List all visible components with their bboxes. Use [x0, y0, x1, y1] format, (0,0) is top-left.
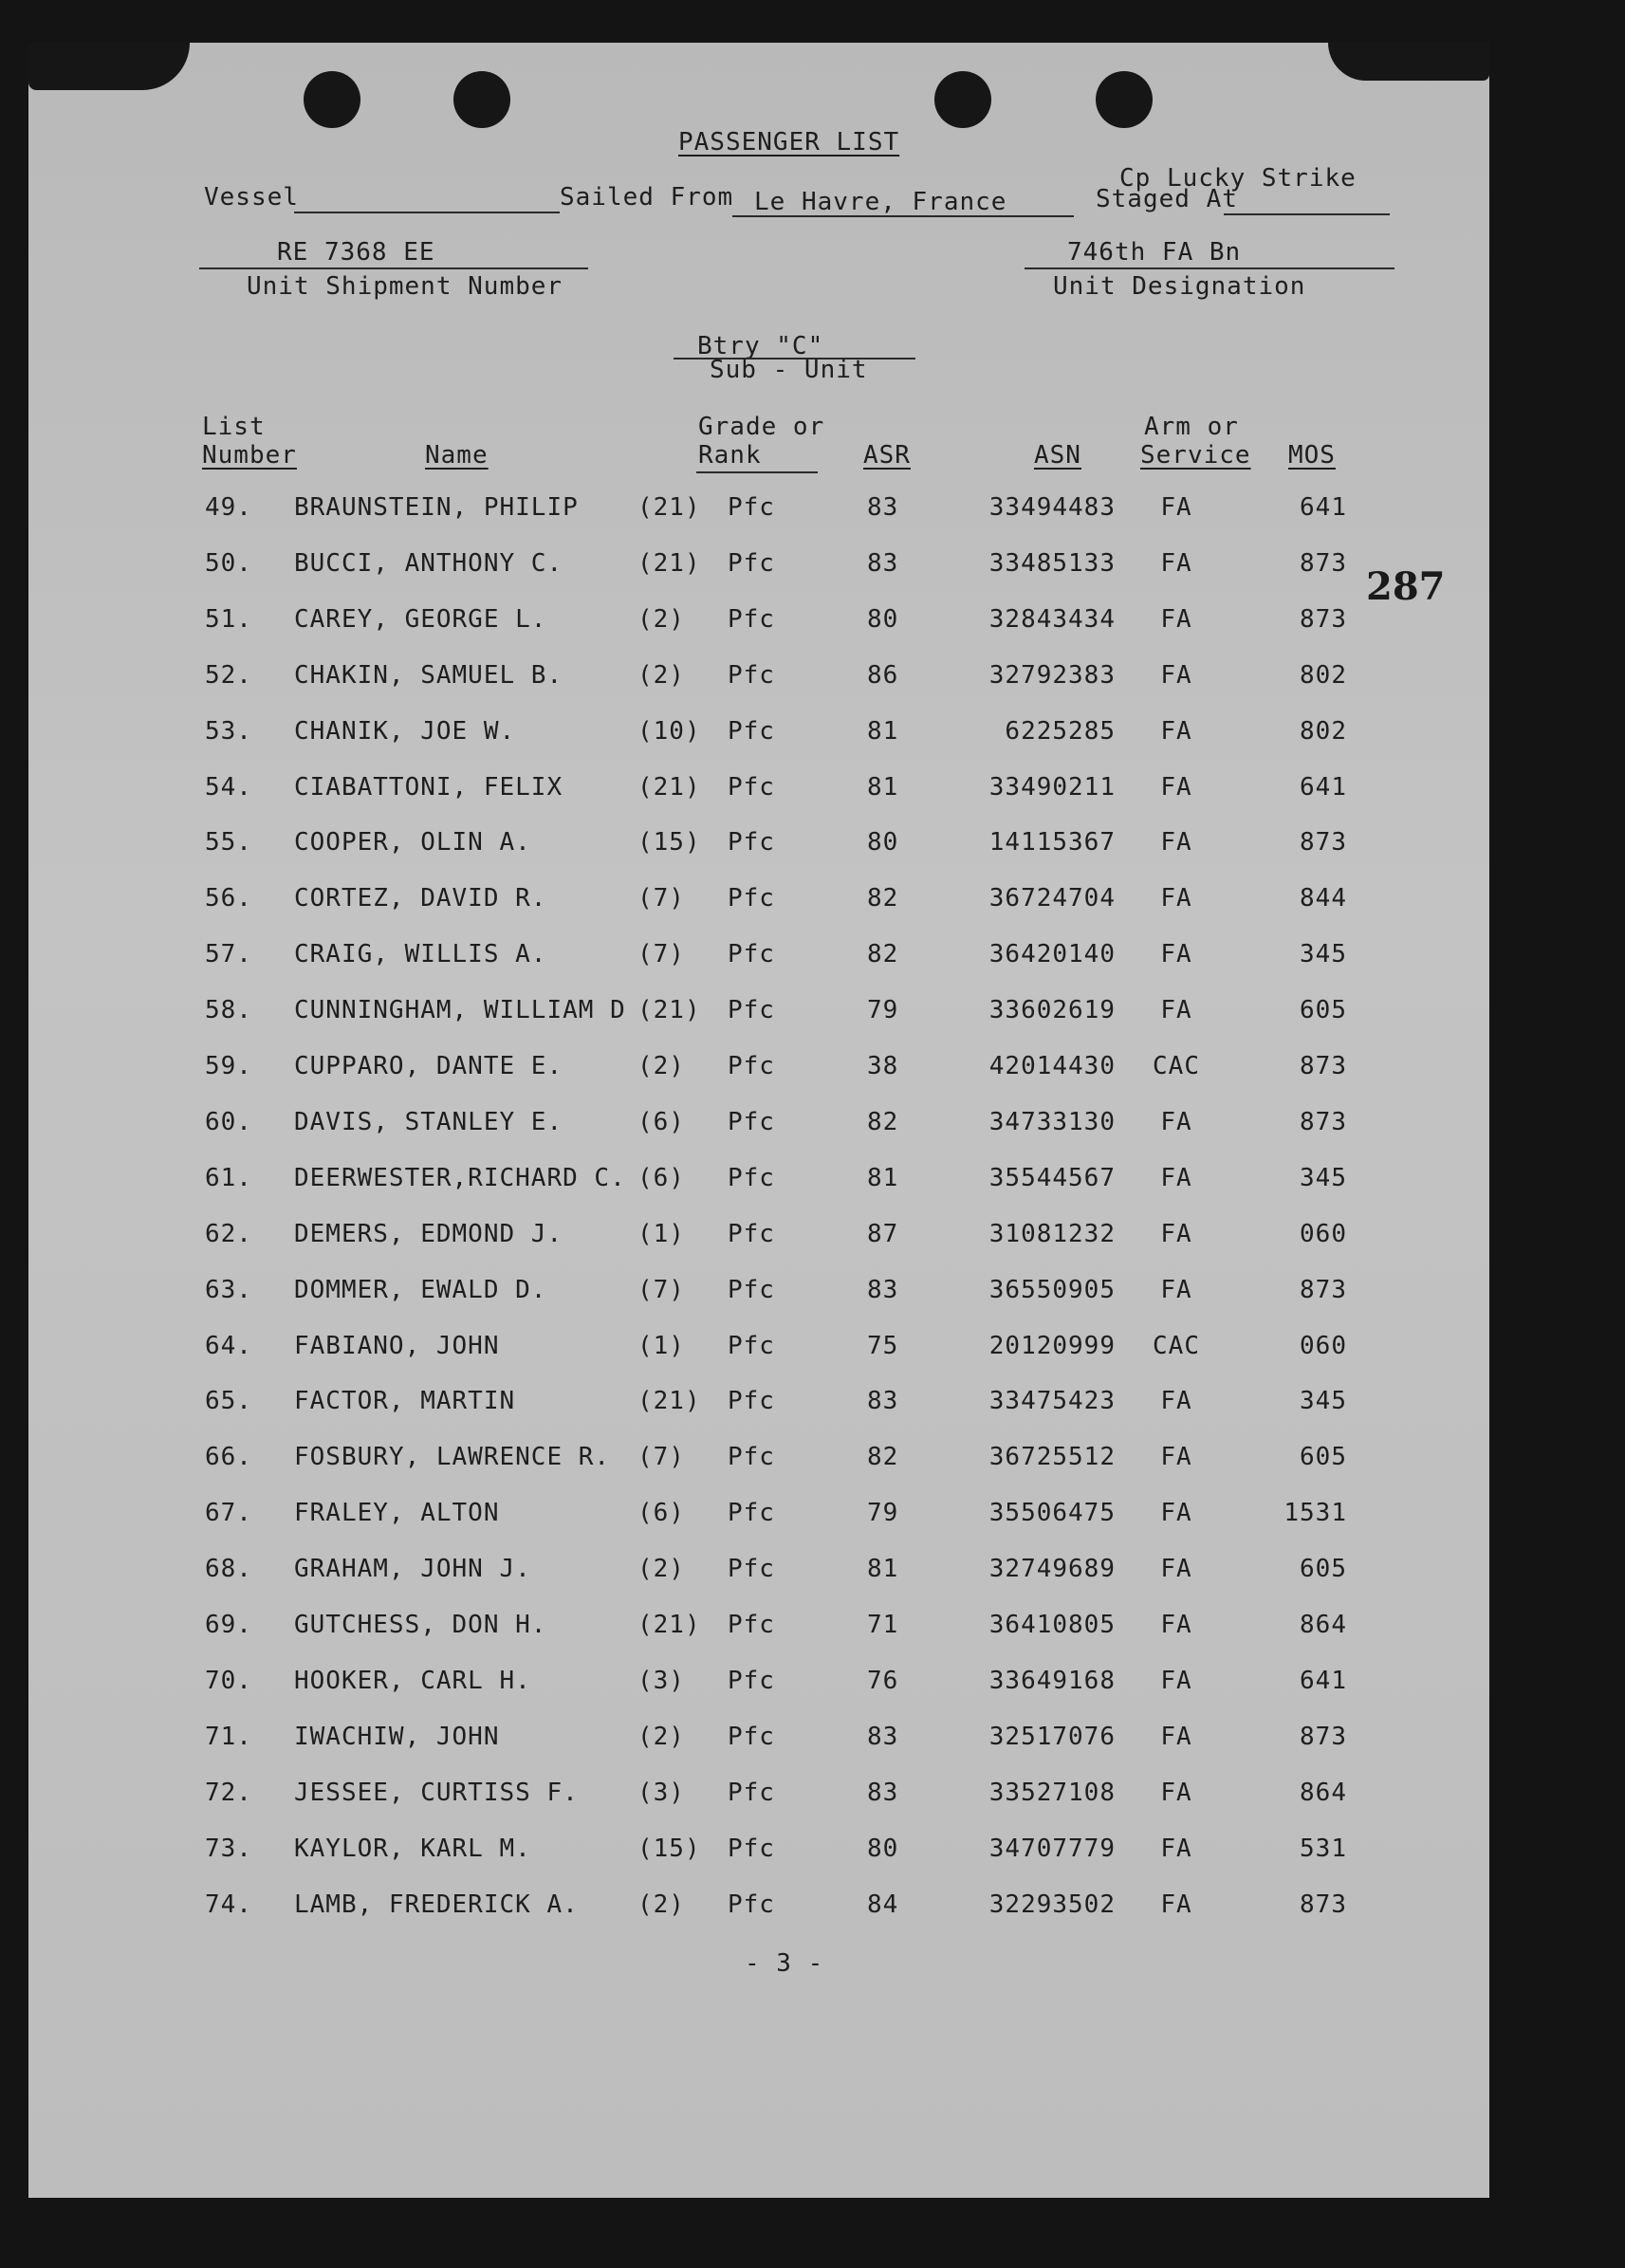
cell-mos: 802 [1300, 716, 1347, 746]
cell-asn: 31081232 [988, 1219, 1116, 1248]
cell-asr: 82 [867, 1443, 899, 1472]
cell-name: COOPER, OLIN A. [294, 828, 531, 857]
cell-asn: 42014430 [988, 1052, 1116, 1080]
cell-arm: FA [1160, 1443, 1192, 1472]
cell-num: 52. [205, 660, 252, 690]
cell-asr: 82 [867, 940, 899, 969]
table-row [28, 1443, 1489, 1481]
sailed-from-label: Sailed From [560, 183, 734, 212]
cell-rank: Pfc [728, 1666, 775, 1695]
cell-num: 67. [205, 1499, 252, 1528]
cell-arm: FA [1160, 1387, 1192, 1416]
cell-asr: 71 [867, 1611, 899, 1639]
table-row [28, 884, 1489, 922]
table-row [28, 773, 1489, 811]
cell-name: CHANIK, JOE W. [294, 716, 516, 746]
cell-arm: FA [1160, 1219, 1192, 1248]
cell-num: 51. [205, 604, 252, 634]
cell-grade: (21) [637, 772, 701, 802]
cell-arm: FA [1160, 996, 1192, 1025]
cell-mos: 345 [1300, 940, 1347, 969]
cell-name: DEERWESTER,RICHARD C. [294, 1163, 626, 1192]
cell-rank: Pfc [728, 1834, 775, 1863]
cell-grade: (2) [637, 1890, 685, 1919]
cell-arm: FA [1160, 884, 1192, 913]
cell-rank: Pfc [728, 1499, 775, 1528]
cell-mos: 873 [1300, 1107, 1347, 1136]
cell-arm: FA [1160, 548, 1192, 578]
header-arm-line2: Service [1140, 441, 1251, 470]
cell-asr: 81 [867, 1555, 899, 1584]
table-row [28, 493, 1489, 531]
cell-asn: 36725512 [988, 1443, 1116, 1472]
cell-asr: 81 [867, 716, 899, 746]
cell-asr: 86 [867, 660, 899, 690]
cell-num: 56. [205, 884, 252, 913]
table-row [28, 1611, 1489, 1649]
cell-rank: Pfc [728, 1611, 775, 1639]
cell-num: 54. [205, 772, 252, 802]
cell-name: CHAKIN, SAMUEL B. [294, 660, 563, 690]
punch-hole [934, 71, 991, 128]
staged-at-rule [1224, 213, 1390, 215]
cell-arm: FA [1160, 660, 1192, 690]
cell-num: 70. [205, 1666, 252, 1695]
cell-mos: 605 [1300, 996, 1347, 1025]
cell-asr: 76 [867, 1666, 899, 1695]
cell-mos: 641 [1300, 1666, 1347, 1695]
cell-asn: 35544567 [988, 1163, 1116, 1192]
cell-rank: Pfc [728, 604, 775, 634]
cell-asn: 33475423 [988, 1387, 1116, 1416]
table-row [28, 1387, 1489, 1425]
header-asn: ASN [1034, 441, 1081, 470]
cell-mos: 864 [1300, 1778, 1347, 1807]
cell-rank: Pfc [728, 996, 775, 1025]
cell-mos: 060 [1300, 1331, 1347, 1360]
cell-name: BUCCI, ANTHONY C. [294, 548, 563, 578]
cell-name: CORTEZ, DAVID R. [294, 884, 547, 913]
header-mos: MOS [1288, 441, 1336, 470]
cell-asr: 80 [867, 1834, 899, 1863]
cell-asn: 32517076 [988, 1722, 1116, 1751]
cell-name: CUNNINGHAM, WILLIAM D [294, 996, 626, 1025]
cell-rank: Pfc [728, 828, 775, 857]
cell-grade: (21) [637, 493, 701, 522]
sub-unit-label: Sub - Unit [710, 356, 868, 384]
table-row [28, 1052, 1489, 1090]
cell-asn: 33494483 [988, 493, 1116, 522]
cell-num: 72. [205, 1778, 252, 1807]
cell-rank: Pfc [728, 493, 775, 522]
table-row [28, 605, 1489, 643]
cell-rank: Pfc [728, 1219, 775, 1248]
cell-rank: Pfc [728, 1275, 775, 1304]
cell-num: 62. [205, 1219, 252, 1248]
table-row [28, 1276, 1489, 1314]
cell-name: KAYLOR, KARL M. [294, 1834, 531, 1863]
cell-asn: 36550905 [988, 1275, 1116, 1304]
unit-shipment-label: Unit Shipment Number [247, 272, 563, 301]
cell-arm: CAC [1153, 1331, 1200, 1360]
cell-arm: FA [1160, 828, 1192, 857]
cell-asn: 34733130 [988, 1107, 1116, 1136]
cell-name: CRAIG, WILLIS A. [294, 940, 547, 969]
cell-name: BRAUNSTEIN, PHILIP [294, 493, 579, 522]
table-row [28, 661, 1489, 699]
cell-asr: 75 [867, 1331, 899, 1360]
header-grade-line1: Grade or [698, 413, 825, 441]
cell-asr: 82 [867, 1107, 899, 1136]
cell-num: 53. [205, 716, 252, 746]
header-list-number-line2: Number [202, 441, 297, 470]
punch-hole [1096, 71, 1153, 128]
cell-rank: Pfc [728, 1555, 775, 1584]
cell-mos: 345 [1300, 1387, 1347, 1416]
cell-asn: 33527108 [988, 1778, 1116, 1807]
cell-rank: Pfc [728, 660, 775, 690]
cell-arm: FA [1160, 1778, 1192, 1807]
sailed-from-value: Le Havre, France [754, 188, 1007, 216]
cell-grade: (6) [637, 1499, 685, 1528]
cell-name: LAMB, FREDERICK A. [294, 1890, 579, 1919]
cell-grade: (21) [637, 1611, 701, 1639]
cell-asn: 20120999 [988, 1331, 1116, 1360]
cell-grade: (7) [637, 884, 685, 913]
cell-rank: Pfc [728, 1107, 775, 1136]
cell-grade: (7) [637, 940, 685, 969]
table-row [28, 1499, 1489, 1537]
cell-name: IWACHIW, JOHN [294, 1722, 500, 1751]
cell-asn: 32792383 [988, 660, 1116, 690]
cell-grade: (7) [637, 1443, 685, 1472]
cell-num: 66. [205, 1443, 252, 1472]
cell-grade: (21) [637, 1387, 701, 1416]
staged-at-label: Staged At [1096, 185, 1238, 213]
cell-grade: (3) [637, 1778, 685, 1807]
cell-asr: 83 [867, 1387, 899, 1416]
cell-arm: FA [1160, 716, 1192, 746]
cell-asn: 35506475 [988, 1499, 1116, 1528]
table-row [28, 1723, 1489, 1761]
unit-designation-rule [1025, 267, 1394, 269]
cell-mos: 873 [1300, 604, 1347, 634]
cell-arm: FA [1160, 1163, 1192, 1192]
cell-asr: 81 [867, 772, 899, 802]
table-row [28, 1835, 1489, 1872]
cell-name: FACTOR, MARTIN [294, 1387, 516, 1416]
cell-grade: (6) [637, 1107, 685, 1136]
cell-arm: FA [1160, 1722, 1192, 1751]
cell-arm: FA [1160, 1107, 1192, 1136]
cell-asr: 79 [867, 996, 899, 1025]
table-row [28, 1108, 1489, 1146]
cell-name: DEMERS, EDMOND J. [294, 1219, 563, 1248]
cell-mos: 873 [1300, 1052, 1347, 1080]
table-row [28, 1220, 1489, 1258]
cell-arm: FA [1160, 493, 1192, 522]
cell-asn: 6225285 [1005, 716, 1116, 746]
cell-arm: FA [1160, 1499, 1192, 1528]
cell-num: 60. [205, 1107, 252, 1136]
document-sheet [28, 43, 1489, 2198]
cell-grade: (6) [637, 1163, 685, 1192]
cell-rank: Pfc [728, 716, 775, 746]
cell-asn: 33649168 [988, 1666, 1116, 1695]
cell-num: 71. [205, 1722, 252, 1751]
punch-hole [304, 71, 360, 128]
cell-num: 64. [205, 1331, 252, 1360]
cell-num: 74. [205, 1890, 252, 1919]
table-row [28, 940, 1489, 978]
cell-asr: 83 [867, 1275, 899, 1304]
cell-rank: Pfc [728, 1331, 775, 1360]
cell-name: DAVIS, STANLEY E. [294, 1107, 563, 1136]
table-row [28, 717, 1489, 755]
table-row [28, 1555, 1489, 1593]
cell-asr: 79 [867, 1499, 899, 1528]
cell-asn: 33490211 [988, 772, 1116, 802]
cell-num: 68. [205, 1555, 252, 1584]
cell-arm: FA [1160, 940, 1192, 969]
cell-mos: 873 [1300, 1722, 1347, 1751]
cell-arm: FA [1160, 1834, 1192, 1863]
cell-grade: (2) [637, 1555, 685, 1584]
cell-mos: 605 [1300, 1555, 1347, 1584]
cell-asr: 80 [867, 828, 899, 857]
cell-asn: 33602619 [988, 996, 1116, 1025]
cell-arm: FA [1160, 1890, 1192, 1919]
vessel-label: Vessel [204, 183, 299, 212]
cell-asr: 81 [867, 1163, 899, 1192]
cell-num: 49. [205, 493, 252, 522]
header-list-number-line1: List [202, 413, 266, 441]
cell-mos: 844 [1300, 884, 1347, 913]
cell-name: CAREY, GEORGE L. [294, 604, 547, 634]
cell-rank: Pfc [728, 1443, 775, 1472]
cell-name: FABIANO, JOHN [294, 1331, 500, 1360]
table-row [28, 549, 1489, 587]
cell-arm: FA [1160, 1275, 1192, 1304]
cell-mos: 873 [1300, 1275, 1347, 1304]
cell-arm: FA [1160, 1611, 1192, 1639]
cell-mos: 802 [1300, 660, 1347, 690]
cell-grade: (15) [637, 1834, 701, 1863]
table-row [28, 1332, 1489, 1370]
cell-rank: Pfc [728, 1387, 775, 1416]
cell-grade: (21) [637, 548, 701, 578]
header-arm [1140, 413, 1251, 470]
header-arm-line1: Arm or [1144, 413, 1239, 441]
cell-asr: 80 [867, 604, 899, 634]
cell-rank: Pfc [728, 548, 775, 578]
header-grade-line2: Rank [698, 441, 762, 470]
table-row [28, 1779, 1489, 1816]
cell-arm: CAC [1153, 1052, 1200, 1080]
header-asr: ASR [863, 441, 911, 470]
cell-grade: (2) [637, 1052, 685, 1080]
cell-arm: FA [1160, 1555, 1192, 1584]
cell-num: 63. [205, 1275, 252, 1304]
unit-designation-label: Unit Designation [1053, 272, 1306, 301]
vessel-rule [294, 212, 560, 213]
cell-grade: (10) [637, 716, 701, 746]
cell-arm: FA [1160, 604, 1192, 634]
table-row [28, 1667, 1489, 1705]
cell-asn: 33485133 [988, 548, 1116, 578]
cell-asr: 83 [867, 548, 899, 578]
stamp-number: 287 [1366, 564, 1446, 609]
cell-asr: 87 [867, 1219, 899, 1248]
cell-asr: 82 [867, 884, 899, 913]
punch-hole [453, 71, 510, 128]
torn-edge [28, 43, 190, 90]
cell-rank: Pfc [728, 1890, 775, 1919]
cell-rank: Pfc [728, 772, 775, 802]
cell-mos: 864 [1300, 1611, 1347, 1639]
cell-name: CUPPARO, DANTE E. [294, 1052, 563, 1080]
cell-rank: Pfc [728, 1052, 775, 1080]
cell-num: 69. [205, 1611, 252, 1639]
page-number: - 3 - [745, 1949, 824, 1978]
cell-mos: 641 [1300, 772, 1347, 802]
cell-grade: (3) [637, 1666, 685, 1695]
cell-num: 61. [205, 1163, 252, 1192]
header-list-number [202, 413, 297, 470]
cell-grade: (1) [637, 1219, 685, 1248]
header-grade [698, 413, 824, 470]
cell-name: FRALEY, ALTON [294, 1499, 500, 1528]
cell-name: JESSEE, CURTISS F. [294, 1778, 579, 1807]
cell-num: 50. [205, 548, 252, 578]
cell-asn: 32293502 [988, 1890, 1116, 1919]
cell-name: HOOKER, CARL H. [294, 1666, 531, 1695]
table-row [28, 1164, 1489, 1202]
cell-arm: FA [1160, 1666, 1192, 1695]
cell-asn: 34707779 [988, 1834, 1116, 1863]
unit-shipment-number: RE 7368 EE [277, 238, 435, 267]
cell-asn: 14115367 [988, 828, 1116, 857]
cell-num: 73. [205, 1834, 252, 1863]
cell-rank: Pfc [728, 940, 775, 969]
cell-num: 65. [205, 1387, 252, 1416]
cell-mos: 873 [1300, 828, 1347, 857]
torn-edge [1328, 43, 1489, 81]
cell-num: 58. [205, 996, 252, 1025]
table-row [28, 828, 1489, 866]
cell-rank: Pfc [728, 884, 775, 913]
cell-grade: (21) [637, 996, 701, 1025]
cell-asn: 32843434 [988, 604, 1116, 634]
table-row [28, 1890, 1489, 1928]
cell-name: GRAHAM, JOHN J. [294, 1555, 531, 1584]
cell-num: 57. [205, 940, 252, 969]
cell-asr: 38 [867, 1052, 899, 1080]
cell-asn: 36420140 [988, 940, 1116, 969]
cell-arm: FA [1160, 772, 1192, 802]
header-name: Name [425, 441, 489, 470]
cell-num: 55. [205, 828, 252, 857]
cell-asr: 84 [867, 1890, 899, 1919]
cell-rank: Pfc [728, 1778, 775, 1807]
cell-asr: 83 [867, 493, 899, 522]
table-row [28, 996, 1489, 1034]
cell-name: CIABATTONI, FELIX [294, 772, 563, 802]
unit-shipment-rule [199, 267, 588, 269]
cell-name: FOSBURY, LAWRENCE R. [294, 1443, 611, 1472]
staged-at-value: Cp Lucky Strike [1119, 164, 1357, 193]
cell-asn: 36410805 [988, 1611, 1116, 1639]
cell-mos: 531 [1300, 1834, 1347, 1863]
cell-mos: 641 [1300, 493, 1347, 522]
cell-name: DOMMER, EWALD D. [294, 1275, 547, 1304]
cell-grade: (1) [637, 1331, 685, 1360]
sailed-from-rule [732, 215, 1074, 217]
cell-grade: (7) [637, 1275, 685, 1304]
cell-asr: 83 [867, 1722, 899, 1751]
cell-grade: (2) [637, 604, 685, 634]
cell-asr: 83 [867, 1778, 899, 1807]
unit-designation: 746th FA Bn [1067, 238, 1242, 267]
cell-mos: 345 [1300, 1163, 1347, 1192]
cell-mos: 060 [1300, 1219, 1347, 1248]
cell-asn: 32749689 [988, 1555, 1116, 1584]
cell-grade: (2) [637, 1722, 685, 1751]
cell-asn: 36724704 [988, 884, 1116, 913]
cell-mos: 873 [1300, 1890, 1347, 1919]
cell-mos: 605 [1300, 1443, 1347, 1472]
cell-rank: Pfc [728, 1722, 775, 1751]
cell-grade: (2) [637, 660, 685, 690]
cell-grade: (15) [637, 828, 701, 857]
cell-name: GUTCHESS, DON H. [294, 1611, 547, 1639]
cell-mos: 1531 [1283, 1499, 1347, 1528]
cell-mos: 873 [1300, 548, 1347, 578]
header-grade-rule [696, 471, 818, 473]
sub-unit: Btry "C" [697, 332, 824, 360]
cell-rank: Pfc [728, 1163, 775, 1192]
page-title: PASSENGER LIST [678, 128, 900, 157]
cell-num: 59. [205, 1052, 252, 1080]
